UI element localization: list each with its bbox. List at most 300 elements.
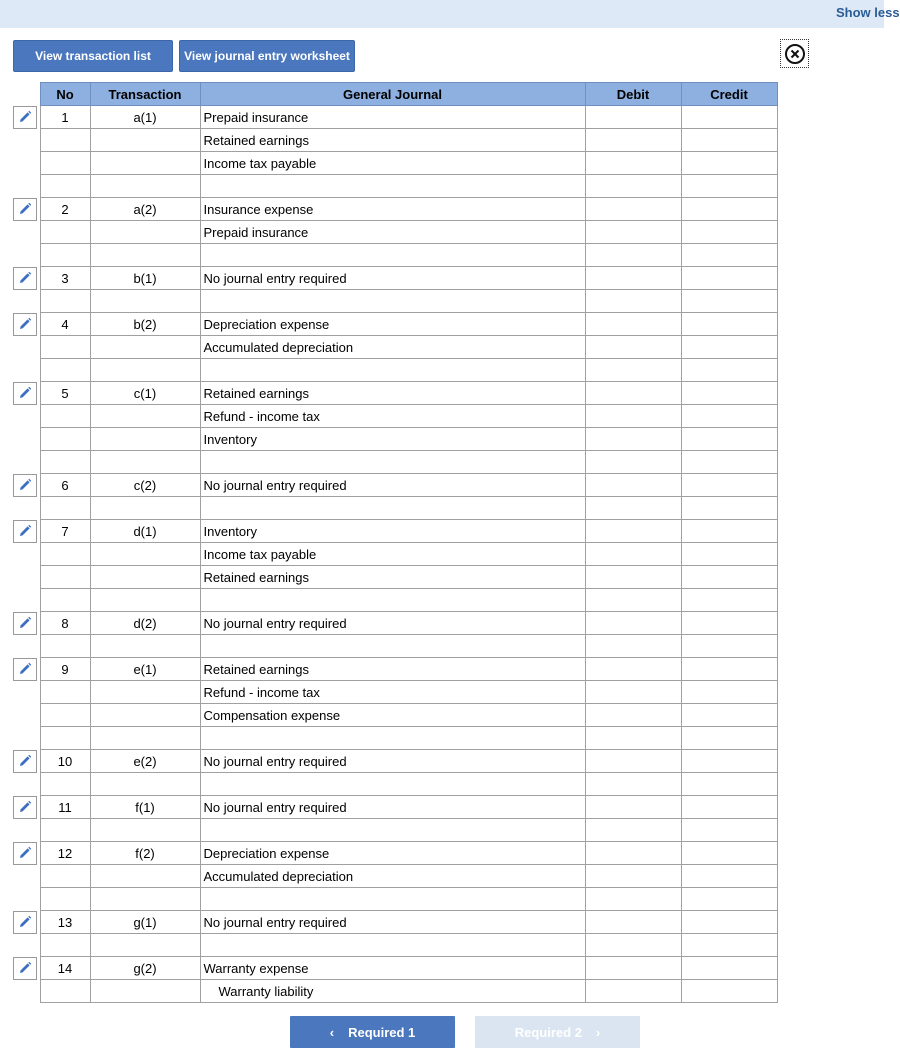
table-row — [13, 750, 777, 773]
table-row — [13, 658, 777, 681]
pencil-icon[interactable] — [13, 612, 37, 635]
edit-entry-button[interactable] — [13, 520, 40, 543]
edit-cell-empty — [13, 428, 40, 451]
entry-no: 4 — [40, 313, 90, 336]
entry-transaction: c(1) — [90, 382, 200, 405]
credit-cell — [681, 198, 777, 221]
edit-entry-button[interactable] — [13, 267, 40, 290]
pencil-icon[interactable] — [13, 842, 37, 865]
table-row — [13, 704, 777, 727]
entry-no: 11 — [40, 796, 90, 819]
edit-entry-button[interactable] — [13, 198, 40, 221]
credit-cell — [681, 612, 777, 635]
credit-cell — [681, 520, 777, 543]
entry-transaction: e(2) — [90, 750, 200, 773]
edit-entry-button[interactable] — [13, 313, 40, 336]
table-row — [13, 405, 777, 428]
table-row — [13, 888, 777, 911]
debit-cell — [585, 796, 681, 819]
credit-cell — [681, 290, 777, 313]
col-no-header: No — [40, 83, 90, 106]
account-name — [200, 773, 585, 796]
entry-transaction: d(1) — [90, 520, 200, 543]
pencil-icon[interactable] — [13, 957, 37, 980]
debit-cell — [585, 313, 681, 336]
credit-cell — [681, 244, 777, 267]
entry-no — [40, 773, 90, 796]
pencil-icon[interactable] — [13, 198, 37, 221]
debit-cell — [585, 474, 681, 497]
table-row — [13, 336, 777, 359]
table-row — [13, 796, 777, 819]
edit-entry-button[interactable] — [13, 106, 40, 129]
table-row — [13, 819, 777, 842]
entry-transaction — [90, 405, 200, 428]
account-name: Depreciation expense — [200, 842, 585, 865]
table-row — [13, 451, 777, 474]
table-row — [13, 681, 777, 704]
table-row — [13, 221, 777, 244]
entry-transaction — [90, 244, 200, 267]
account-name — [200, 888, 585, 911]
edit-cell-empty — [13, 543, 40, 566]
table-row — [13, 129, 777, 152]
table-row — [13, 773, 777, 796]
entry-no — [40, 819, 90, 842]
account-name: No journal entry required — [200, 796, 585, 819]
account-name — [200, 244, 585, 267]
entry-transaction — [90, 428, 200, 451]
entry-no — [40, 704, 90, 727]
credit-cell — [681, 796, 777, 819]
entry-transaction — [90, 704, 200, 727]
entry-no: 12 — [40, 842, 90, 865]
edit-cell-empty — [13, 681, 40, 704]
debit-cell — [585, 704, 681, 727]
debit-cell — [585, 382, 681, 405]
col-journal-header: General Journal — [200, 83, 585, 106]
entry-no — [40, 934, 90, 957]
account-name — [200, 290, 585, 313]
debit-cell — [585, 842, 681, 865]
credit-cell — [681, 428, 777, 451]
required-2-button — [475, 1016, 640, 1048]
edit-cell-empty — [13, 451, 40, 474]
entry-transaction: b(1) — [90, 267, 200, 290]
col-credit-header: Credit — [681, 83, 777, 106]
debit-cell — [585, 428, 681, 451]
account-name: Compensation expense — [200, 704, 585, 727]
credit-cell — [681, 773, 777, 796]
entry-transaction: d(2) — [90, 612, 200, 635]
edit-cell-empty — [13, 635, 40, 658]
entry-no — [40, 428, 90, 451]
entry-transaction — [90, 175, 200, 198]
edit-entry-button[interactable] — [13, 382, 40, 405]
table-row — [13, 198, 777, 221]
edit-entry-button[interactable] — [13, 842, 40, 865]
debit-cell — [585, 520, 681, 543]
required-1-button[interactable] — [290, 1016, 455, 1048]
entry-no: 7 — [40, 520, 90, 543]
entry-transaction: e(1) — [90, 658, 200, 681]
entry-transaction — [90, 129, 200, 152]
table-row — [13, 520, 777, 543]
pencil-icon[interactable] — [13, 474, 37, 497]
credit-cell — [681, 842, 777, 865]
debit-cell — [585, 635, 681, 658]
edit-cell-empty — [13, 175, 40, 198]
credit-cell — [681, 313, 777, 336]
account-name: Income tax payable — [200, 543, 585, 566]
entry-no: 14 — [40, 957, 90, 980]
entry-no — [40, 865, 90, 888]
entry-no — [40, 290, 90, 313]
account-name — [200, 589, 585, 612]
debit-cell — [585, 543, 681, 566]
account-name: No journal entry required — [200, 612, 585, 635]
credit-cell — [681, 336, 777, 359]
entry-transaction — [90, 681, 200, 704]
entry-no: 6 — [40, 474, 90, 497]
entry-no — [40, 359, 90, 382]
table-row — [13, 543, 777, 566]
chevron-right-icon: › — [595, 1024, 601, 1040]
entry-no — [40, 152, 90, 175]
entry-no — [40, 681, 90, 704]
debit-cell — [585, 773, 681, 796]
view-transaction-list-button[interactable]: View transaction list — [13, 40, 173, 72]
credit-cell — [681, 267, 777, 290]
debit-cell — [585, 244, 681, 267]
entry-transaction — [90, 865, 200, 888]
account-name — [200, 451, 585, 474]
table-row — [13, 428, 777, 451]
entry-no: 5 — [40, 382, 90, 405]
account-name: Retained earnings — [200, 129, 585, 152]
entry-no — [40, 589, 90, 612]
entry-transaction: a(1) — [90, 106, 200, 129]
entry-transaction — [90, 819, 200, 842]
table-row — [13, 635, 777, 658]
pencil-icon[interactable] — [13, 106, 37, 129]
credit-cell — [681, 221, 777, 244]
table-row — [13, 313, 777, 336]
table-row — [13, 865, 777, 888]
debit-cell — [585, 152, 681, 175]
debit-cell — [585, 106, 681, 129]
table-row — [13, 106, 777, 129]
debit-cell — [585, 865, 681, 888]
account-name: Accumulated depreciation — [200, 865, 585, 888]
debit-cell — [585, 290, 681, 313]
edit-cell-empty — [13, 221, 40, 244]
pencil-icon[interactable] — [13, 750, 37, 773]
entry-transaction — [90, 221, 200, 244]
table-row — [13, 497, 777, 520]
pencil-icon[interactable] — [13, 796, 37, 819]
entry-no — [40, 497, 90, 520]
entry-no: 1 — [40, 106, 90, 129]
edit-cell-empty — [13, 819, 40, 842]
chevron-left-icon: ‹ — [329, 1024, 335, 1040]
debit-cell — [585, 727, 681, 750]
credit-cell — [681, 888, 777, 911]
debit-cell — [585, 589, 681, 612]
entry-no: 8 — [40, 612, 90, 635]
entry-no: 13 — [40, 911, 90, 934]
edit-cell-empty — [13, 980, 40, 1003]
table-row — [13, 474, 777, 497]
account-name: Prepaid insurance — [200, 106, 585, 129]
account-name: Inventory — [200, 520, 585, 543]
edit-cell-empty — [13, 244, 40, 267]
debit-cell — [585, 198, 681, 221]
table-row — [13, 934, 777, 957]
entry-transaction — [90, 451, 200, 474]
credit-cell — [681, 405, 777, 428]
entry-transaction — [90, 934, 200, 957]
credit-cell — [681, 359, 777, 382]
entry-no — [40, 336, 90, 359]
entry-transaction — [90, 359, 200, 382]
credit-cell — [681, 152, 777, 175]
entry-transaction — [90, 888, 200, 911]
pencil-icon[interactable] — [13, 313, 37, 336]
edit-entry-button[interactable] — [13, 796, 40, 819]
account-name: No journal entry required — [200, 750, 585, 773]
entry-no — [40, 888, 90, 911]
entry-transaction — [90, 566, 200, 589]
col-debit-header: Debit — [585, 83, 681, 106]
entry-transaction — [90, 336, 200, 359]
table-row — [13, 612, 777, 635]
account-name: Prepaid insurance — [200, 221, 585, 244]
entry-no — [40, 451, 90, 474]
prev-label: Required 1 — [348, 1024, 416, 1040]
account-name: Retained earnings — [200, 566, 585, 589]
account-name: No journal entry required — [200, 911, 585, 934]
debit-cell — [585, 980, 681, 1003]
account-name — [200, 934, 585, 957]
pencil-icon[interactable] — [13, 520, 37, 543]
debit-cell — [585, 451, 681, 474]
entry-no — [40, 221, 90, 244]
debit-cell — [585, 957, 681, 980]
debit-cell — [585, 681, 681, 704]
credit-cell — [681, 681, 777, 704]
account-name — [200, 359, 585, 382]
credit-cell — [681, 957, 777, 980]
debit-cell — [585, 819, 681, 842]
table-row — [13, 290, 777, 313]
credit-cell — [681, 635, 777, 658]
pencil-icon[interactable] — [13, 267, 37, 290]
credit-cell — [681, 566, 777, 589]
entry-transaction — [90, 290, 200, 313]
credit-cell — [681, 451, 777, 474]
account-name: Warranty expense — [200, 957, 585, 980]
edit-column-header — [13, 83, 40, 106]
credit-cell — [681, 704, 777, 727]
debit-cell — [585, 336, 681, 359]
edit-cell-empty — [13, 888, 40, 911]
edit-cell-empty — [13, 129, 40, 152]
entry-no — [40, 543, 90, 566]
show-less-link[interactable]: Show less — [836, 5, 900, 20]
table-row — [13, 980, 777, 1003]
credit-cell — [681, 980, 777, 1003]
account-name: No journal entry required — [200, 474, 585, 497]
table-row — [13, 957, 777, 980]
col-transaction-header: Transaction — [90, 83, 200, 106]
account-name: Inventory — [200, 428, 585, 451]
debit-cell — [585, 267, 681, 290]
debit-cell — [585, 566, 681, 589]
account-name: Insurance expense — [200, 198, 585, 221]
account-name: Warranty liability — [200, 980, 585, 1003]
debit-cell — [585, 497, 681, 520]
credit-cell — [681, 543, 777, 566]
entry-transaction — [90, 589, 200, 612]
table-row — [13, 359, 777, 382]
entry-transaction: a(2) — [90, 198, 200, 221]
entry-no — [40, 244, 90, 267]
entry-transaction — [90, 980, 200, 1003]
entry-transaction — [90, 543, 200, 566]
credit-cell — [681, 819, 777, 842]
debit-cell — [585, 221, 681, 244]
entry-transaction: g(1) — [90, 911, 200, 934]
entry-no: 10 — [40, 750, 90, 773]
credit-cell — [681, 175, 777, 198]
entry-no — [40, 635, 90, 658]
entry-no — [40, 129, 90, 152]
credit-cell — [681, 865, 777, 888]
edit-cell-empty — [13, 589, 40, 612]
edit-entry-button[interactable] — [13, 911, 40, 934]
credit-cell — [681, 658, 777, 681]
table-row — [13, 152, 777, 175]
account-name: Accumulated depreciation — [200, 336, 585, 359]
entry-transaction: b(2) — [90, 313, 200, 336]
edit-cell-empty — [13, 566, 40, 589]
next-label: Required 2 — [514, 1024, 582, 1040]
credit-cell — [681, 727, 777, 750]
edit-cell-empty — [13, 336, 40, 359]
edit-cell-empty — [13, 865, 40, 888]
close-button[interactable] — [780, 39, 809, 68]
entry-no — [40, 727, 90, 750]
edit-cell-empty — [13, 405, 40, 428]
edit-cell-empty — [13, 727, 40, 750]
entry-transaction: c(2) — [90, 474, 200, 497]
entry-transaction — [90, 727, 200, 750]
table-row — [13, 911, 777, 934]
debit-cell — [585, 888, 681, 911]
table-row — [13, 267, 777, 290]
table-row — [13, 244, 777, 267]
edit-cell-empty — [13, 290, 40, 313]
close-icon — [784, 43, 806, 65]
entry-no — [40, 175, 90, 198]
account-name — [200, 819, 585, 842]
pencil-icon[interactable] — [13, 382, 37, 405]
entry-transaction — [90, 152, 200, 175]
debit-cell — [585, 658, 681, 681]
table-row — [13, 842, 777, 865]
credit-cell — [681, 382, 777, 405]
account-name — [200, 635, 585, 658]
account-name: Income tax payable — [200, 152, 585, 175]
edit-cell-empty — [13, 773, 40, 796]
credit-cell — [681, 911, 777, 934]
edit-cell-empty — [13, 934, 40, 957]
entry-no — [40, 980, 90, 1003]
entry-transaction: f(2) — [90, 842, 200, 865]
table-row — [13, 175, 777, 198]
debit-cell — [585, 911, 681, 934]
edit-entry-button[interactable] — [13, 612, 40, 635]
entry-no — [40, 566, 90, 589]
debit-cell — [585, 405, 681, 428]
credit-cell — [681, 474, 777, 497]
edit-cell-empty — [13, 704, 40, 727]
account-name — [200, 175, 585, 198]
entry-no: 2 — [40, 198, 90, 221]
debit-cell — [585, 934, 681, 957]
edit-entry-button[interactable] — [13, 750, 40, 773]
entry-no — [40, 405, 90, 428]
entry-transaction — [90, 635, 200, 658]
edit-entry-button[interactable] — [13, 474, 40, 497]
account-name: Retained earnings — [200, 382, 585, 405]
credit-cell — [681, 129, 777, 152]
entry-transaction — [90, 773, 200, 796]
view-journal-worksheet-button[interactable]: View journal entry worksheet — [179, 40, 355, 72]
edit-cell-empty — [13, 359, 40, 382]
edit-entry-button[interactable] — [13, 957, 40, 980]
table-row — [13, 589, 777, 612]
edit-cell-empty — [13, 497, 40, 520]
account-name: No journal entry required — [200, 267, 585, 290]
table-row — [13, 382, 777, 405]
entry-no: 3 — [40, 267, 90, 290]
credit-cell — [681, 106, 777, 129]
debit-cell — [585, 129, 681, 152]
credit-cell — [681, 750, 777, 773]
pencil-icon[interactable] — [13, 658, 37, 681]
table-row — [13, 727, 777, 750]
edit-cell-empty — [13, 152, 40, 175]
debit-cell — [585, 612, 681, 635]
account-name: Depreciation expense — [200, 313, 585, 336]
top-bar — [0, 0, 900, 28]
edit-entry-button[interactable] — [13, 658, 40, 681]
entry-transaction: f(1) — [90, 796, 200, 819]
account-name — [200, 727, 585, 750]
debit-cell — [585, 175, 681, 198]
account-name: Retained earnings — [200, 658, 585, 681]
entry-no: 9 — [40, 658, 90, 681]
credit-cell — [681, 589, 777, 612]
entry-transaction — [90, 497, 200, 520]
credit-cell — [681, 497, 777, 520]
debit-cell — [585, 359, 681, 382]
journal-table — [13, 82, 778, 1003]
table-row — [13, 566, 777, 589]
pencil-icon[interactable] — [13, 911, 37, 934]
